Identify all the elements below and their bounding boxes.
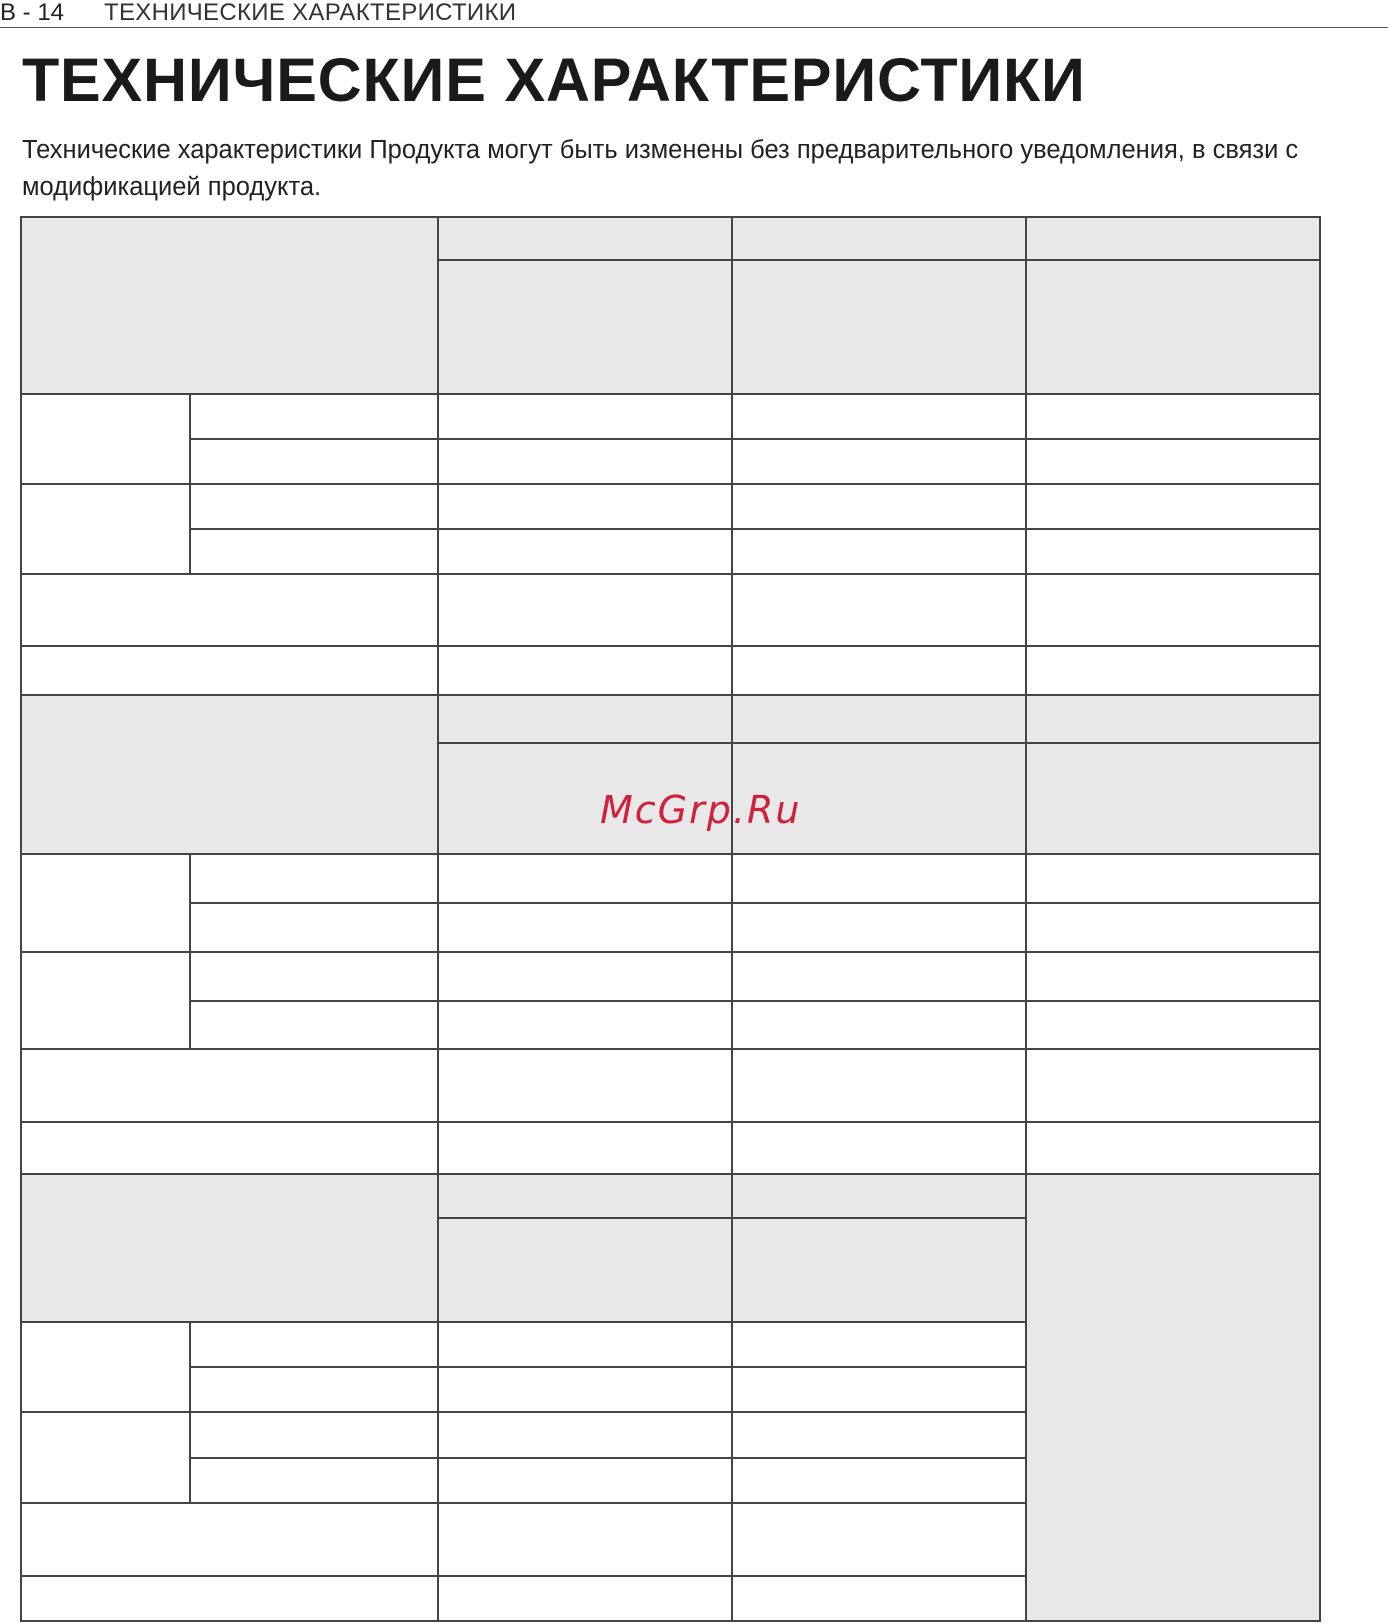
block2-r1-c2 <box>731 853 1027 904</box>
block1-group2-sub2 <box>189 528 439 575</box>
block2-r6-c3 <box>1025 1121 1321 1175</box>
block3-r2-c2 <box>731 1366 1027 1413</box>
block1-model-name-col2 <box>731 216 1027 261</box>
block1-r3-c1 <box>437 483 733 530</box>
block1-row6-label <box>20 645 439 696</box>
block1-r2-c2 <box>731 438 1027 485</box>
block2-model-name-col2 <box>731 694 1027 744</box>
block2-group1-sub2 <box>189 902 439 953</box>
block2-model-image-col3 <box>1025 742 1321 855</box>
block3-row5-label <box>20 1502 439 1577</box>
block2-row6-label <box>20 1121 439 1175</box>
block1-group1-sub2 <box>189 438 439 485</box>
block1-r3-c3 <box>1025 483 1321 530</box>
block1-r4-c1 <box>437 528 733 575</box>
block2-header-label <box>20 694 439 855</box>
block2-model-name-col3 <box>1025 694 1321 744</box>
block1-r1-c1 <box>437 393 733 440</box>
block2-r6-c2 <box>731 1121 1027 1175</box>
watermark: McGrp.Ru <box>600 788 802 832</box>
block2-row5-label <box>20 1048 439 1123</box>
block3-group2-sub1 <box>189 1411 439 1459</box>
block2-group2-label <box>20 951 191 1050</box>
block2-r5-c3 <box>1025 1048 1321 1123</box>
block3-r3-c1 <box>437 1411 733 1459</box>
block1-r3-c2 <box>731 483 1027 530</box>
block1-model-image-col1 <box>437 259 733 395</box>
block1-r1-c2 <box>731 393 1027 440</box>
running-section-title: ТЕХНИЧЕСКИЕ ХАРАКТЕРИСТИКИ <box>104 0 517 26</box>
block1-r6-c1 <box>437 645 733 696</box>
block1-model-name-col3 <box>1025 216 1321 261</box>
block3-r5-c2 <box>731 1502 1027 1577</box>
block3-group1-label <box>20 1321 191 1413</box>
block1-r4-c3 <box>1025 528 1321 575</box>
block2-group2-sub1 <box>189 951 439 1002</box>
block2-r3-c1 <box>437 951 733 1002</box>
block3-model-image-col2 <box>731 1217 1027 1323</box>
block2-r5-c1 <box>437 1048 733 1123</box>
block1-r2-c1 <box>437 438 733 485</box>
block3-empty-column <box>1025 1173 1321 1622</box>
block1-model-image-col2 <box>731 259 1027 395</box>
block2-r4-c2 <box>731 1000 1027 1050</box>
block3-group1-sub1 <box>189 1321 439 1368</box>
block3-r6-c1 <box>437 1575 733 1622</box>
intro-paragraph: Технические характеристики Продукта могут быть изменены без предварительного уведомления, в связи с модификацией продукта. <box>22 136 1299 201</box>
block2-r2-c2 <box>731 902 1027 953</box>
block3-r4-c2 <box>731 1457 1027 1504</box>
page-title: ТЕХНИЧЕСКИЕ ХАРАКТЕРИСТИКИ <box>22 46 1086 114</box>
block2-r6-c1 <box>437 1121 733 1175</box>
block1-r1-c3 <box>1025 393 1321 440</box>
block3-header-label <box>20 1173 439 1323</box>
block1-r4-c2 <box>731 528 1027 575</box>
block3-r1-c1 <box>437 1321 733 1368</box>
block2-r2-c1 <box>437 902 733 953</box>
block1-r6-c2 <box>731 645 1027 696</box>
block3-r1-c2 <box>731 1321 1027 1368</box>
block1-r5-c3 <box>1025 573 1321 647</box>
spec-table <box>20 216 1338 1622</box>
block3-r5-c1 <box>437 1502 733 1577</box>
block3-r3-c2 <box>731 1411 1027 1459</box>
block1-r6-c3 <box>1025 645 1321 696</box>
block2-r1-c3 <box>1025 853 1321 904</box>
block1-group2-sub1 <box>189 483 439 530</box>
block1-group2-label <box>20 483 191 575</box>
block2-r1-c1 <box>437 853 733 904</box>
block3-model-image-col1 <box>437 1217 733 1323</box>
block2-r3-c3 <box>1025 951 1321 1002</box>
block2-group1-sub1 <box>189 853 439 904</box>
block2-r5-c2 <box>731 1048 1027 1123</box>
block3-r2-c1 <box>437 1366 733 1413</box>
block2-group2-sub2 <box>189 1000 439 1050</box>
page-number: B - 14 <box>0 0 65 26</box>
block3-r6-c2 <box>731 1575 1027 1622</box>
block2-r4-c3 <box>1025 1000 1321 1050</box>
block3-group2-label <box>20 1411 191 1504</box>
block3-group2-sub2 <box>189 1457 439 1504</box>
block3-model-name-col2 <box>731 1173 1027 1219</box>
block1-group1-label <box>20 393 191 485</box>
block1-r5-c2 <box>731 573 1027 647</box>
block2-r4-c1 <box>437 1000 733 1050</box>
block2-group1-label <box>20 853 191 953</box>
block3-group1-sub2 <box>189 1366 439 1413</box>
running-header <box>0 0 1388 28</box>
block3-model-name-col1 <box>437 1173 733 1219</box>
block3-r4-c1 <box>437 1457 733 1504</box>
block1-r2-c3 <box>1025 438 1321 485</box>
block1-r5-c1 <box>437 573 733 647</box>
block2-r2-c3 <box>1025 902 1321 953</box>
block1-model-image-col3 <box>1025 259 1321 395</box>
block1-model-name-col1 <box>437 216 733 261</box>
block1-row5-label <box>20 573 439 647</box>
block1-group1-sub1 <box>189 393 439 440</box>
block3-row6-label <box>20 1575 439 1622</box>
block1-header-label <box>20 216 439 395</box>
block2-model-name-col1 <box>437 694 733 744</box>
block2-r3-c2 <box>731 951 1027 1002</box>
